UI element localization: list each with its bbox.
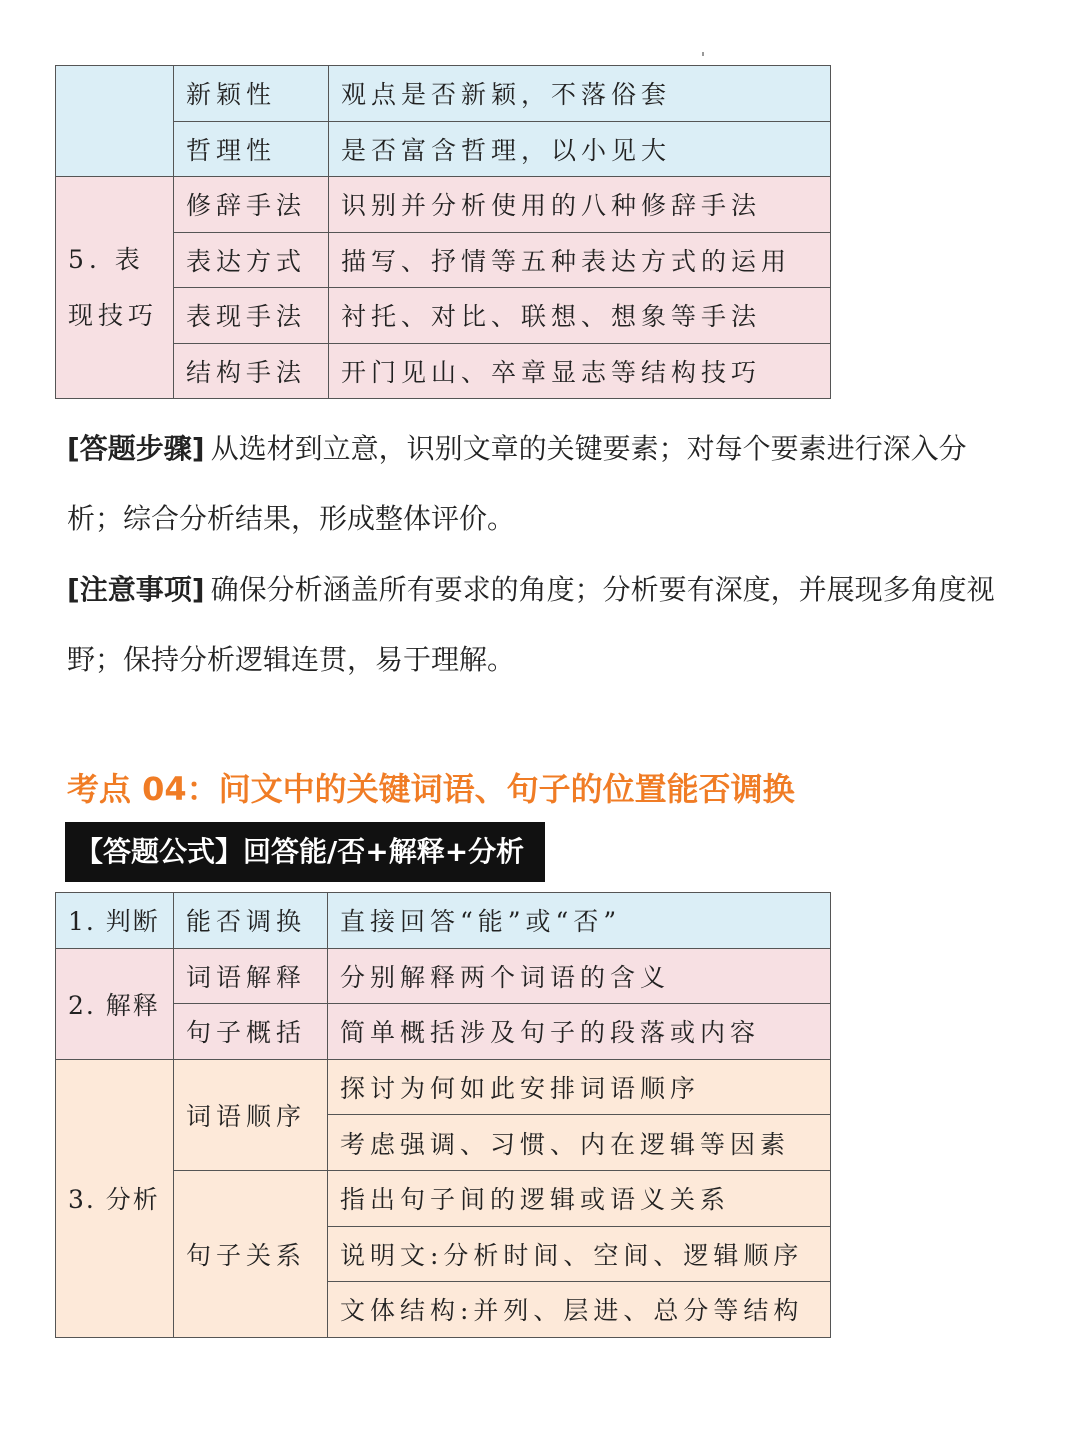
description-cell: 考虑强调、习惯、内在逻辑等因素 bbox=[328, 1115, 831, 1171]
answer-steps-label: [答题步骤] bbox=[67, 432, 205, 465]
aspect-cell: 新颖性 bbox=[174, 66, 329, 122]
answer-formula-banner: 【答题公式】回答能/否+解释+分析 bbox=[65, 822, 545, 882]
description-cell: 探讨为何如此安排词语顺序 bbox=[328, 1059, 831, 1115]
step-cell-explain: 2. 解释 bbox=[56, 948, 174, 1059]
table-row bbox=[56, 177, 831, 233]
expression-technique-table bbox=[55, 65, 831, 399]
description-cell: 直接回答“能”或“否” bbox=[328, 893, 831, 949]
notes-paragraph bbox=[67, 555, 1017, 695]
sub-step-cell: 句子概括 bbox=[174, 1004, 328, 1060]
description-cell: 开门见山、卒章显志等结构技巧 bbox=[329, 343, 831, 399]
description-cell: 说明文:分析时间、空间、逻辑顺序 bbox=[328, 1226, 831, 1282]
step-cell-analyze: 3. 分析 bbox=[56, 1059, 174, 1337]
description-cell: 识别并分析使用的八种修辞手法 bbox=[329, 177, 831, 233]
notes-text: 确保分析涵盖所有要求的角度；分析要有深度，并展现多角度视野；保持分析逻辑连贯，易于理解。 bbox=[67, 573, 995, 676]
description-cell: 观点是否新颖，不落俗套 bbox=[329, 66, 831, 122]
sub-step-cell: 词语解释 bbox=[174, 948, 328, 1004]
description-cell: 指出句子间的逻辑或语义关系 bbox=[328, 1170, 831, 1226]
table-row bbox=[56, 66, 831, 122]
notes-label: [注意事项] bbox=[67, 573, 205, 606]
section-heading: 考点 04：问文中的关键词语、句子的位置能否调换 bbox=[67, 770, 795, 808]
table-row bbox=[56, 893, 831, 949]
answer-steps-paragraph bbox=[67, 414, 1017, 554]
description-cell: 衬托、对比、联想、想象等手法 bbox=[329, 288, 831, 344]
aspect-cell: 表现手法 bbox=[174, 288, 329, 344]
description-cell: 分别解释两个词语的含义 bbox=[328, 948, 831, 1004]
category-cell-expression-technique: 5. 表现技巧 bbox=[56, 177, 174, 399]
step-cell-judge: 1. 判断 bbox=[56, 893, 174, 949]
description-cell: 描写、抒情等五种表达方式的运用 bbox=[329, 232, 831, 288]
table-row bbox=[56, 948, 831, 1004]
answer-steps-text: 从选材到立意，识别文章的关键要素；对每个要素进行深入分析；综合分析结果，形成整体评价。 bbox=[67, 432, 967, 535]
aspect-cell: 表达方式 bbox=[174, 232, 329, 288]
blank-category-cell bbox=[56, 66, 174, 177]
description-cell: 是否富含哲理，以小见大 bbox=[329, 121, 831, 177]
description-cell: 文体结构:并列、层进、总分等结构 bbox=[328, 1282, 831, 1338]
description-cell: 简单概括涉及句子的段落或内容 bbox=[328, 1004, 831, 1060]
sub-step-cell: 词语顺序 bbox=[174, 1059, 328, 1170]
aspect-cell: 哲理性 bbox=[174, 121, 329, 177]
sub-step-cell: 能否调换 bbox=[174, 893, 328, 949]
scan-mark bbox=[702, 52, 704, 56]
answer-formula-table bbox=[55, 892, 831, 1338]
sub-step-cell: 句子关系 bbox=[174, 1170, 328, 1337]
aspect-cell: 修辞手法 bbox=[174, 177, 329, 233]
aspect-cell: 结构手法 bbox=[174, 343, 329, 399]
table-row bbox=[56, 1059, 831, 1115]
